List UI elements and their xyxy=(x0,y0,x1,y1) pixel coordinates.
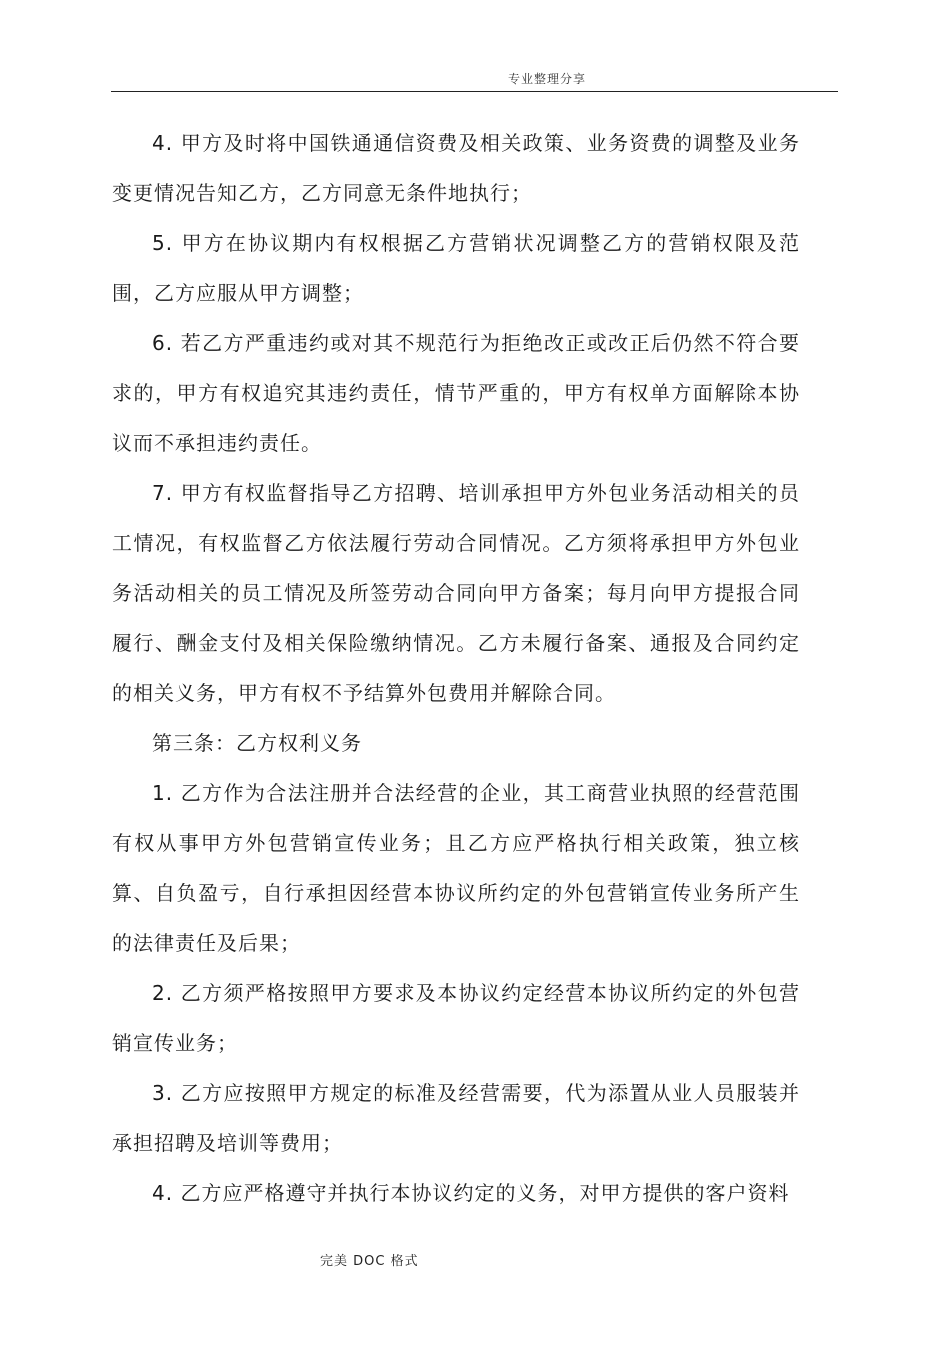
page-footer: 完美 DOC 格式 xyxy=(320,1254,419,1269)
header-divider xyxy=(111,91,838,92)
paragraph-b2: 2. 乙方须严格按照甲方要求及本协议约定经营本协议所约定的外包营销宣传业务； xyxy=(112,981,800,1055)
paragraph-7: 7. 甲方有权监督指导乙方招聘、培训承担甲方外包业务活动相关的员工情况，有权监督乙方依法履行劳动合同情况。乙方须将承担甲方外包业务活动相关的员工情况及所签劳动合同向甲方备案；每月向甲方提报合同履行、酬金支付及相关保险缴纳情况。乙方未履行备案、通报及合同约定的相关义务，甲方有权不予结算外包费用并解除合同。 xyxy=(112,481,800,705)
paragraph-b1: 1. 乙方作为合法注册并合法经营的企业，其工商营业执照的经营范围有权从事甲方外包营销宣传业务；且乙方应严格执行相关政策，独立核算、自负盈亏，自行承担因经营本协议所约定的外包营销宣传业务所产生的法律责任及后果； xyxy=(112,781,800,955)
document-body xyxy=(112,118,800,1218)
page-header: 专业整理分享 xyxy=(507,72,586,86)
paragraph-b3: 3. 乙方应按照甲方规定的标准及经营需要，代为添置从业人员服装并承担招聘及培训等费用； xyxy=(112,1081,800,1155)
paragraph-5: 5. 甲方在协议期内有权根据乙方营销状况调整乙方的营销权限及范围，乙方应服从甲方调整； xyxy=(112,231,800,305)
section-heading-article-3: 第三条：乙方权利义务 xyxy=(152,731,362,755)
paragraph-6: 6. 若乙方严重违约或对其不规范行为拒绝改正或改正后仍然不符合要求的，甲方有权追究其违约责任，情节严重的，甲方有权单方面解除本协议而不承担违约责任。 xyxy=(112,331,800,455)
paragraph-4: 4. 甲方及时将中国铁通通信资费及相关政策、业务资费的调整及业务变更情况告知乙方，乙方同意无条件地执行； xyxy=(112,131,800,205)
paragraph-b4: 4. 乙方应严格遵守并执行本协议约定的义务，对甲方提供的客户资料 xyxy=(152,1181,790,1205)
